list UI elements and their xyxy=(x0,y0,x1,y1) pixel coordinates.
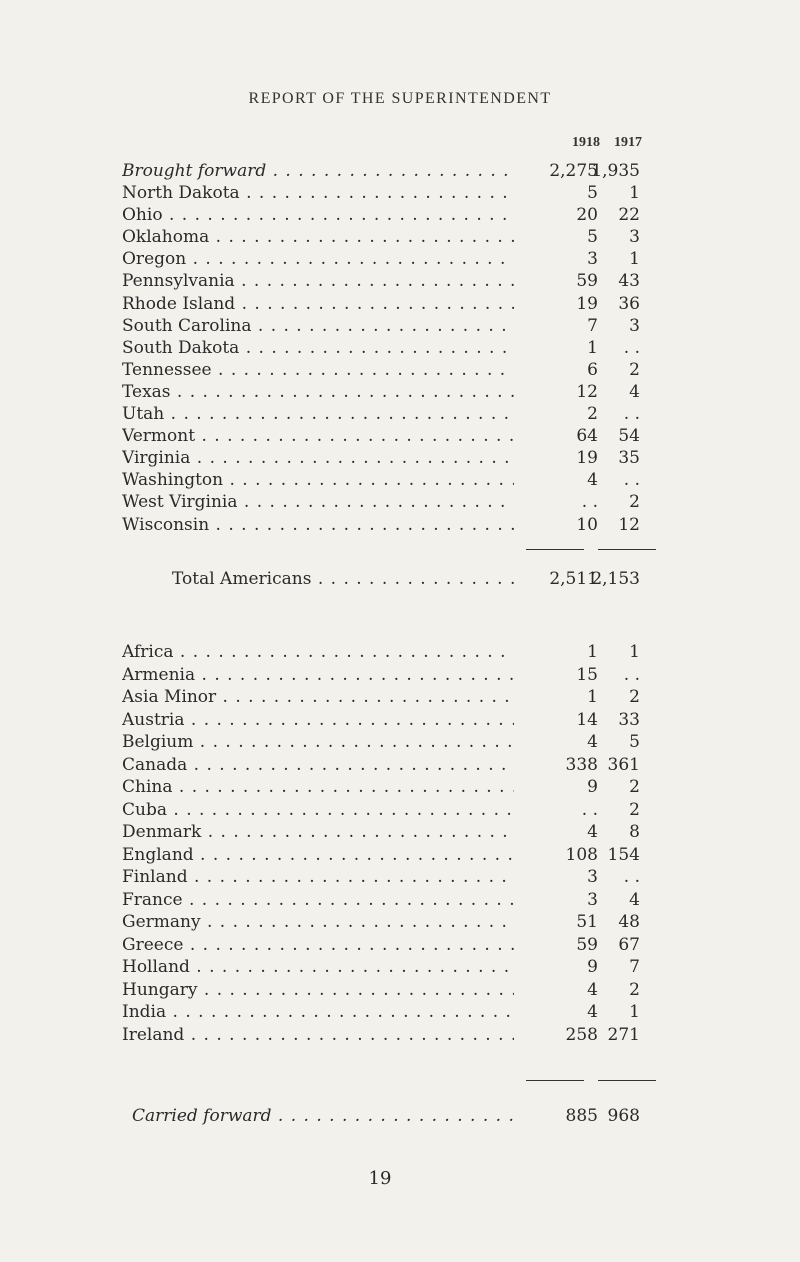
value-1918: 15 xyxy=(576,664,598,685)
value-1917: 33 xyxy=(618,709,640,730)
table-row xyxy=(122,664,642,686)
value-1917: . . xyxy=(623,404,640,424)
value-1917: 271 xyxy=(607,1024,640,1045)
table-row xyxy=(122,337,642,359)
table-row xyxy=(122,844,642,866)
value-1918: 4 xyxy=(587,470,598,491)
table-row xyxy=(122,754,642,776)
value-1918: . . xyxy=(581,799,598,820)
table-row xyxy=(122,1001,642,1023)
value-1917: . . xyxy=(623,470,640,491)
brought-forward-label: Brought forward . . . xyxy=(122,160,514,182)
value-1918: 59 xyxy=(576,271,598,292)
row-label: Hungary . . . xyxy=(122,979,514,1001)
table-row xyxy=(122,425,642,447)
value-1917: 5 xyxy=(629,732,640,752)
row-label: Asia Minor . . . xyxy=(122,686,514,708)
value-1917: 2 xyxy=(629,777,640,797)
row-label: North Dakota . . . xyxy=(122,182,514,204)
row-label: Armenia . . . xyxy=(122,664,514,686)
value-1918: 338 xyxy=(565,754,598,775)
value-1917: . . xyxy=(623,337,640,358)
value-1918: 4 xyxy=(587,732,598,752)
table-row xyxy=(122,979,642,1001)
table-row xyxy=(122,359,642,381)
value-1918: 4 xyxy=(587,1002,598,1022)
table-row xyxy=(122,776,642,798)
brought-forward-row xyxy=(122,160,642,182)
table-row xyxy=(122,911,642,933)
value-1918: 3 xyxy=(587,867,598,887)
row-label: India . . . xyxy=(122,1001,514,1023)
value-1918: 258 xyxy=(565,1024,598,1045)
value-1917: 2 xyxy=(629,359,640,380)
row-label: Vermont . . . xyxy=(122,425,514,447)
value-1918: 59 xyxy=(576,934,598,955)
value-1918: 3 xyxy=(587,889,598,910)
table-row xyxy=(122,866,642,888)
value-1918: 5 xyxy=(587,183,598,203)
value-1918: 1 xyxy=(587,337,598,358)
row-label: Finland . . . xyxy=(122,866,514,888)
row-label: Austria . . . xyxy=(122,709,514,731)
table-row xyxy=(122,469,642,491)
value-1917: 48 xyxy=(618,912,640,932)
row-label: Tennessee . . . xyxy=(122,359,514,381)
value-1917: 7 xyxy=(629,957,640,977)
row-label: West Virginia . . . xyxy=(122,491,514,513)
total-americans-label: Total Americans . . . xyxy=(172,568,514,590)
brought-forward-1917: 1,935 xyxy=(591,161,640,181)
row-label: Pennsylvania . . . xyxy=(122,270,514,292)
value-1918: 9 xyxy=(587,777,598,797)
value-1918: 2 xyxy=(587,404,598,424)
row-label: Texas . . . xyxy=(122,381,514,403)
total-americans-1917: 2,153 xyxy=(591,569,640,589)
row-label: Belgium . . . xyxy=(122,731,514,753)
value-1918: 19 xyxy=(576,293,598,314)
table-row xyxy=(122,821,642,843)
row-label: Ireland . . . xyxy=(122,1024,514,1046)
table-row xyxy=(122,1024,642,1046)
value-1918: 12 xyxy=(576,381,598,402)
table-row xyxy=(122,799,642,821)
table-row xyxy=(122,686,642,708)
value-1917: 43 xyxy=(618,271,640,292)
value-1917: . . xyxy=(623,664,640,685)
value-1917: 36 xyxy=(618,293,640,314)
value-1918: 7 xyxy=(587,315,598,336)
row-label: South Carolina . . . xyxy=(122,315,514,337)
table-row xyxy=(122,934,642,956)
value-1918: 14 xyxy=(576,709,598,730)
row-label: England . . . xyxy=(122,844,514,866)
value-1918: 51 xyxy=(576,912,598,932)
row-label: Wisconsin . . . xyxy=(122,514,514,536)
row-label: Oregon . . . xyxy=(122,248,514,270)
row-label: Oklahoma . . . xyxy=(122,226,514,248)
value-1917: 4 xyxy=(629,381,640,402)
row-label: Washington . . . xyxy=(122,469,514,491)
table-row xyxy=(122,381,642,403)
value-1917: 2 xyxy=(629,492,640,513)
value-1917: 154 xyxy=(607,844,640,865)
row-label: Rhode Island . . . xyxy=(122,293,514,315)
value-1918: . . xyxy=(581,492,598,513)
row-label: Germany . . . xyxy=(122,911,514,933)
value-1918: 6 xyxy=(587,359,598,380)
value-1917: 22 xyxy=(618,205,640,226)
rule-1918-a xyxy=(526,549,584,550)
table-row xyxy=(122,293,642,315)
value-1918: 20 xyxy=(576,205,598,226)
row-label: Africa . . . xyxy=(122,641,514,663)
total-americans-row xyxy=(172,568,642,590)
value-1918: 5 xyxy=(587,227,598,248)
brought-forward-1918: 2,275 xyxy=(549,161,598,181)
value-1917: 4 xyxy=(629,889,640,910)
row-label: Virginia . . . xyxy=(122,447,514,469)
value-1917: 12 xyxy=(618,514,640,535)
table-row xyxy=(122,248,642,270)
row-label: Greece . . . xyxy=(122,934,514,956)
value-1917: 2 xyxy=(629,687,640,707)
value-1917: 1 xyxy=(629,1002,640,1022)
value-1917: 8 xyxy=(629,822,640,842)
page-number: 19 xyxy=(368,1168,392,1189)
row-label: South Dakota . . . xyxy=(122,337,514,359)
rule-1918-b xyxy=(526,1080,584,1081)
value-1918: 19 xyxy=(576,448,598,469)
value-1917: 1 xyxy=(629,249,640,270)
table-row xyxy=(122,731,642,753)
carried-forward-row xyxy=(132,1105,642,1127)
table-row xyxy=(122,315,642,337)
value-1917: 2 xyxy=(629,799,640,820)
value-1918: 3 xyxy=(587,249,598,270)
table-row xyxy=(122,447,642,469)
table-row xyxy=(122,889,642,911)
value-1918: 4 xyxy=(587,979,598,1000)
row-label: Denmark . . . xyxy=(122,821,514,843)
row-label: China . . . xyxy=(122,776,514,798)
value-1918: 64 xyxy=(576,426,598,447)
value-1918: 10 xyxy=(576,514,598,535)
value-1917: 361 xyxy=(607,754,640,775)
row-label: Ohio . . . xyxy=(122,204,514,226)
value-1918: 4 xyxy=(587,822,598,842)
value-1918: 108 xyxy=(565,844,598,865)
table-row xyxy=(122,491,642,513)
table-row xyxy=(122,270,642,292)
value-1918: 1 xyxy=(587,687,598,707)
page-header: REPORT OF THE SUPERINTENDENT xyxy=(248,90,552,107)
carried-forward-1917: 968 xyxy=(607,1106,640,1126)
value-1917: . . xyxy=(623,867,640,887)
carried-forward-label: Carried forward . . . xyxy=(132,1105,514,1127)
value-1917: 3 xyxy=(629,227,640,248)
rule-1917-b xyxy=(598,1080,656,1081)
value-1917: 1 xyxy=(629,183,640,203)
value-1918: 9 xyxy=(587,957,598,977)
table-row xyxy=(122,641,642,663)
table-row xyxy=(122,403,642,425)
table-row xyxy=(122,226,642,248)
value-1917: 3 xyxy=(629,315,640,336)
column-header-1918: 1918 xyxy=(572,135,600,150)
column-header-1917: 1917 xyxy=(614,135,642,150)
table-row xyxy=(122,956,642,978)
value-1917: 1 xyxy=(629,642,640,662)
table-row xyxy=(122,204,642,226)
value-1918: 1 xyxy=(587,642,598,662)
row-label: Cuba . . . xyxy=(122,799,514,821)
row-label: France . . . xyxy=(122,889,514,911)
value-1917: 35 xyxy=(618,448,640,469)
value-1917: 67 xyxy=(618,934,640,955)
table-row xyxy=(122,514,642,536)
value-1917: 54 xyxy=(618,426,640,447)
carried-forward-1918: 885 xyxy=(565,1106,598,1126)
total-americans-1918: 2,511 xyxy=(549,569,598,589)
value-1917: 2 xyxy=(629,979,640,1000)
table-row xyxy=(122,709,642,731)
row-label: Utah . . . xyxy=(122,403,514,425)
rule-1917-a xyxy=(598,549,656,550)
table-row xyxy=(122,182,642,204)
row-label: Holland . . . xyxy=(122,956,514,978)
row-label: Canada . . . xyxy=(122,754,514,776)
